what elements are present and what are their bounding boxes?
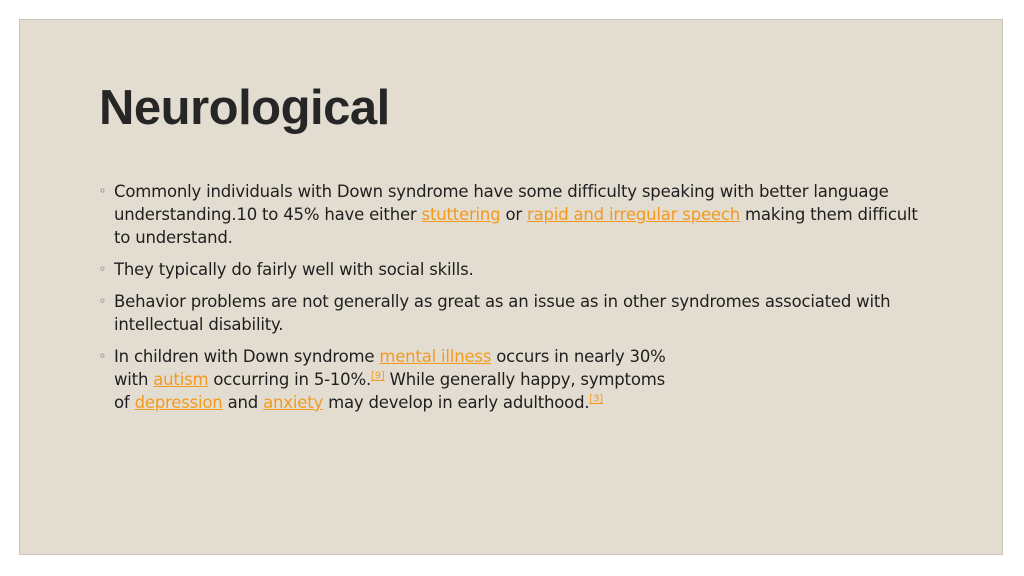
reference-3-link[interactable]: [3] <box>589 393 603 405</box>
link-anxiety[interactable]: anxiety <box>263 393 324 412</box>
link-autism[interactable]: autism <box>153 370 209 389</box>
bullet-social-skills <box>99 258 929 281</box>
bullet-text: In children with Down syndrome <box>114 347 380 366</box>
bullet-text: occurring in 5-10%. <box>208 370 371 389</box>
bullet-text: occurs in nearly 30% <box>491 347 666 366</box>
bullet-text: While generally happy, symptoms <box>384 370 665 389</box>
link-mental-illness[interactable]: mental illness <box>379 347 492 366</box>
bullet-text: or <box>500 205 528 224</box>
reference-9-link[interactable]: [9] <box>371 370 385 382</box>
slide-title: Neurological <box>99 81 390 135</box>
slide <box>19 19 1003 555</box>
bullet-text: They typically do fairly well with social skills. <box>114 260 474 279</box>
bullet-speech <box>99 180 929 249</box>
bullet-text: and <box>222 393 264 412</box>
bullet-mental-illness <box>99 345 929 414</box>
link-stuttering[interactable]: stuttering <box>421 205 501 224</box>
bullet-text: may develop in early adulthood. <box>323 393 590 412</box>
bullet-text: of <box>114 393 135 412</box>
bullet-text: making them difficult to understand. <box>114 205 918 247</box>
bullet-text: with <box>114 370 154 389</box>
bullet-text: Commonly individuals with Down syndrome have some difficulty speaking with better language understanding.10 to 45% have either <box>114 182 889 224</box>
bullet-list <box>99 180 929 423</box>
link-rapid-irregular-speech[interactable]: rapid and irregular speech <box>527 205 741 224</box>
link-depression[interactable]: depression <box>134 393 223 412</box>
bullet-behavior <box>99 290 929 336</box>
bullet-text: Behavior problems are not generally as great as an issue as in other syndromes associated with intellectual disability. <box>114 292 891 334</box>
